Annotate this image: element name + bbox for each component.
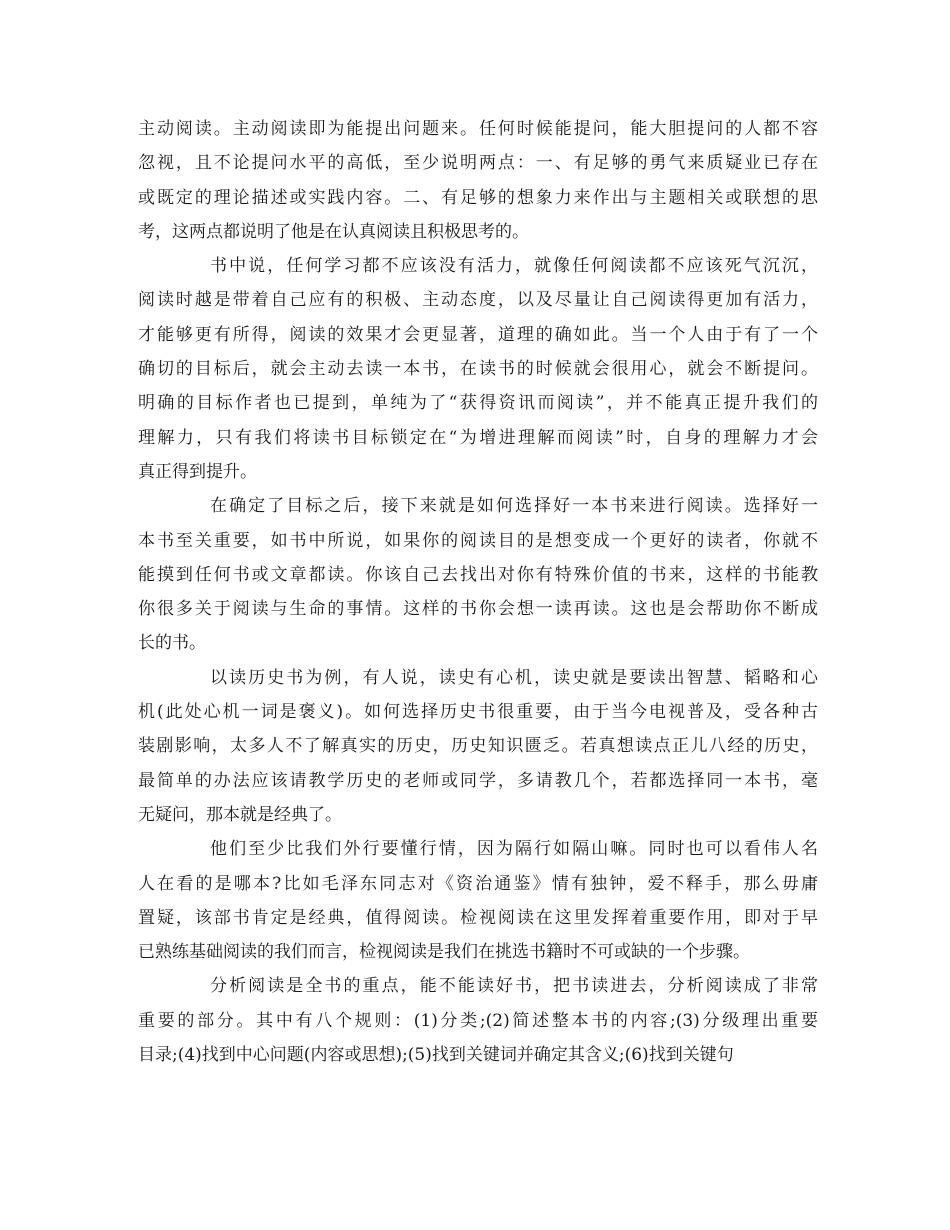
paragraph-line: 目录;(4)找到中心问题(内容或思想);(5)找到关键词并确定其含义;(6)找到关键句 xyxy=(138,1045,734,1066)
paragraph xyxy=(138,489,818,660)
paragraph-line: 能摸到任何书或文章都读。你该自己去找出对你有特殊价值的书来，这样的书能教 xyxy=(138,564,818,585)
paragraph-line: 理解力，只有我们将读书目标锁定在“为增进理解而阅读”时，自身的理解力才会 xyxy=(138,427,818,448)
paragraph-line: 考，这两点都说明了他是在认真阅读且积极思考的。 xyxy=(138,221,529,242)
paragraph-line: 你很多关于阅读与生命的事情。这样的书你会想一读再读。这也是会帮助你不断成 xyxy=(138,599,818,620)
paragraph-line: 阅读时越是带着自己应有的积极、主动态度，以及尽量让自己阅读得更加有活力， xyxy=(138,290,818,311)
paragraph-line: 明确的目标作者也已提到，单纯为了“获得资讯而阅读”，并不能真正提升我们的 xyxy=(138,393,818,414)
paragraph xyxy=(138,112,818,249)
paragraph-line: 重要的部分。其中有八个规则：(1)分类;(2)简述整本书的内容;(3)分级理出重要 xyxy=(138,1010,818,1031)
paragraph xyxy=(138,249,818,489)
paragraph-line: 人在看的是哪本?比如毛泽东同志对《资治通鉴》情有独钟，爱不释手，那么毋庸 xyxy=(138,873,818,894)
document-body xyxy=(138,112,818,1072)
paragraph-line: 确切的目标后，就会主动去读一本书，在读书的时候就会很用心，就会不断提问。 xyxy=(138,359,818,380)
paragraph-line: 忽视，且不论提问水平的高低，至少说明两点：一、有足够的勇气来质疑业已存在 xyxy=(138,153,818,174)
paragraph-line: 主动阅读。主动阅读即为能提出问题来。任何时候能提问，能大胆提问的人都不容 xyxy=(138,119,818,139)
paragraph-line: 机(此处心机一词是褒义)。如何选择历史书很重要，由于当今电视普及，受各种古 xyxy=(138,702,818,723)
paragraph-line: 已熟练基础阅读的我们而言，检视阅读是我们在挑选书籍时不可或缺的一个步骤。 xyxy=(138,942,750,963)
paragraph-line: 置疑，该部书肯定是经典，值得阅读。检视阅读在这里发挥着重要作用，即对于早 xyxy=(138,907,818,928)
paragraph-line: 真正得到提升。 xyxy=(138,461,257,482)
paragraph-line: 本书至关重要，如书中所说，如果你的阅读目的是想变成一个更好的读者，你就不 xyxy=(138,530,818,551)
paragraph-line: 在确定了目标之后，接下来就是如何选择好一本书来进行阅读。选择好一 xyxy=(210,496,818,517)
paragraph-line: 或既定的理论描述或实践内容。二、有足够的想象力来作出与主题相关或联想的思 xyxy=(138,187,818,208)
paragraph-line: 长的书。 xyxy=(138,633,206,654)
paragraph xyxy=(138,661,818,832)
paragraph-line: 装剧影响，太多人不了解真实的历史，历史知识匮乏。若真想读点正儿八经的历史， xyxy=(138,736,818,757)
paragraph-line: 书中说，任何学习都不应该没有活力，就像任何阅读都不应该死气沉沉， xyxy=(210,256,818,277)
paragraph-line: 无疑问，那本就是经典了。 xyxy=(138,804,342,825)
paragraph-line: 分析阅读是全书的重点，能不能读好书，把书读进去，分析阅读成了非常 xyxy=(210,976,818,997)
paragraph-line: 才能够更有所得，阅读的效果才会更显著，道理的确如此。当一个人由于有了一个 xyxy=(138,324,818,345)
paragraph xyxy=(138,969,818,1072)
paragraph-line: 最简单的办法应该请教学历史的老师或同学，多请教几个，若都选择同一本书，毫 xyxy=(138,770,818,791)
paragraph-line: 他们至少比我们外行要懂行情，因为隔行如隔山嘛。同时也可以看伟人名 xyxy=(210,839,818,860)
paragraph xyxy=(138,832,818,969)
paragraph-line: 以读历史书为例，有人说，读史有心机，读史就是要读出智慧、韬略和心 xyxy=(210,667,818,688)
